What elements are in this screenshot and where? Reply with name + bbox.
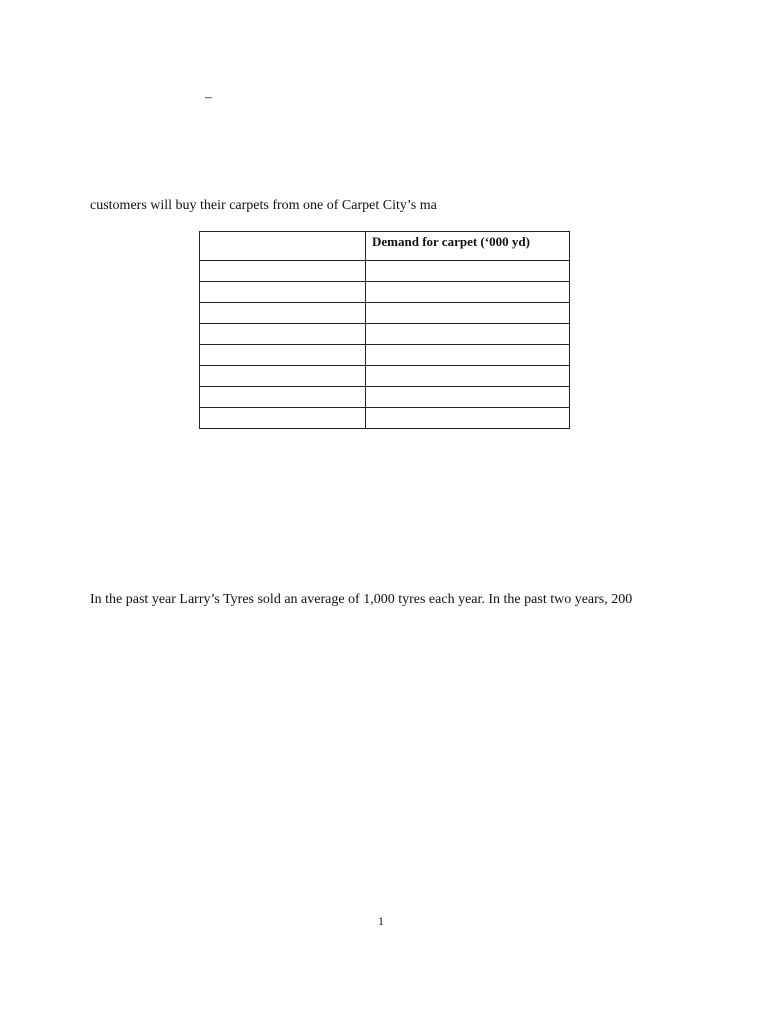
table-cell [366, 303, 570, 324]
table-row [200, 282, 570, 303]
table-row [200, 324, 570, 345]
table-cell [200, 408, 366, 429]
table-row [200, 387, 570, 408]
dash-mark: – [205, 90, 212, 105]
table-header-cell [200, 232, 366, 261]
table-cell [200, 282, 366, 303]
table-cell [366, 261, 570, 282]
table-row [200, 408, 570, 429]
table-row [200, 261, 570, 282]
table-cell [366, 324, 570, 345]
table-cell [200, 345, 366, 366]
table-cell [200, 303, 366, 324]
table-header-demand: Demand for carpet (‘000 yd) [366, 232, 570, 261]
table-cell [200, 261, 366, 282]
table-header-row [200, 232, 570, 261]
demand-table [199, 231, 570, 429]
table-cell [366, 387, 570, 408]
paragraph-larrys-tyres: In the past year Larry’s Tyres sold an average of 1,000 tyres each year. In the past two years, 200 [90, 592, 633, 607]
table-cell [366, 408, 570, 429]
table-cell [366, 345, 570, 366]
table-row [200, 345, 570, 366]
page-number: 1 [378, 914, 384, 928]
table-row [200, 366, 570, 387]
table-cell [200, 387, 366, 408]
table-cell [200, 324, 366, 345]
table-cell [366, 366, 570, 387]
table-cell [366, 282, 570, 303]
table-cell [200, 366, 366, 387]
paragraph-carpet-city: customers will buy their carpets from one of Carpet City’s ma [90, 198, 437, 213]
table-row [200, 303, 570, 324]
